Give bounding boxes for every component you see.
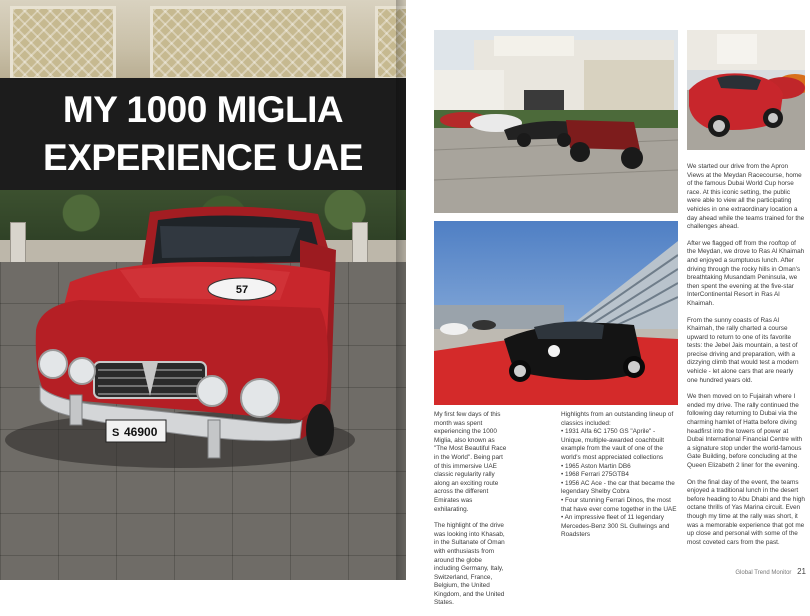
license-plate-prefix: S — [112, 427, 120, 439]
page-footer — [735, 567, 806, 576]
paragraph: Highlights from an outstanding lineup of classics included: — [561, 411, 674, 427]
list-item: • 1931 Alfa 6C 1750 GS "Aprile" - Unique, multiple-awarded coachbuilt example from the vault of one of the world's most appreciated collections — [561, 428, 665, 461]
license-plate-number: 46900 — [124, 425, 158, 439]
list-item: • 1968 Ferrari 275GTB4 — [561, 471, 629, 479]
list-item: • 1956 AC Ace - the car that became the legendary Shelby Cobra — [561, 479, 675, 496]
paragraph: We then moved on to Fujairah where I ended my drive. The rally continued the following day returning to Dubai via the charming hamlet of Hatta before diving headfirst into the towers of power at Dubai International Financial Centre with a signature stop under the world-famous Gate Building, before concluding at the Queen Elizabeth 2 liner for the evening. — [687, 393, 803, 469]
right-page — [406, 0, 810, 607]
article-title-line2: EXPERIENCE UAE — [43, 137, 363, 178]
magazine-name: Global Trend Monitor — [735, 570, 792, 576]
text-column-2 — [561, 411, 678, 540]
paragraph: We started our drive from the Apron Views at the Meydan Racecourse, home of the famous Dubai World Cup horse race. At this iconic setting, the public were able to view all the participating vehicles in one extraordinary location a day ahead while the teams trained for the challenges ahead. — [687, 163, 805, 231]
page-number: 21 — [797, 567, 806, 576]
headlight — [39, 350, 67, 378]
headlight — [197, 376, 227, 406]
paragraph: My first few days of this month was spent experiencing the 1000 Miglia, also known as "The Most Beautiful Race in the World". Being part of this immersive UAE classic regularity rally along an exciting route across the different Emirates was exhilarating. — [434, 411, 507, 513]
paragraph: After we flagged off from the rooftop of the Meydan, we drove to Ras Al Khaimah and enjoyed a sumptuous lunch. After driving through the rocky hills in Oman's breathtaking Musandam Peninsula, we then spent the evening at the five-star InterContinental Resort in Ras Al Khaimah. — [687, 239, 805, 307]
photo-red-ferraris — [687, 30, 805, 150]
photo-cars-at-building — [434, 30, 678, 213]
paragraph: From the sunny coasts of Ras Al Khaimah, the rally charted a course upward to return to one of its favorite tests: the Jebel Jais mountain, a test of precise driving and preparation, with a dizzying climb that would test a modern vehicle - let alone cars that are nearly one hundred years old. — [687, 316, 799, 384]
race-number: 57 — [235, 284, 249, 296]
article-title-line1: MY 1000 MIGLIA — [62, 89, 344, 130]
gutter-shadow — [396, 0, 406, 580]
headlight — [69, 358, 95, 384]
text-column-3 — [687, 163, 805, 555]
list-item: • Four stunning Ferrari Dinos, the most that have ever come together in the UAE — [561, 496, 677, 513]
headlight — [241, 379, 279, 417]
left-page — [0, 0, 406, 580]
list-item: • An impressive fleet of 11 legendary Mercedes-Benz 300 SL Gullwings and Roadsters — [561, 514, 670, 539]
paragraph: On the final day of the event, the teams enjoyed a traditional lunch in the desert before heading to Abu Dhabi and the high octane thrills of Yas Marina circuit. Even though my time at the rally was short, it was a memorable experience that got me up close and personal with some of the most coveted cars from the past. — [687, 478, 805, 546]
red-alfa-romeo-photo — [0, 0, 406, 580]
text-column-1 — [434, 411, 508, 616]
paragraph: The highlight of the drive was looking into Khasab, in the Sultanate of Oman with enthusiasts from around the globe including Germany, Italy, Switzerland, France, Belgium, the United Kingdom, and the United States. — [434, 522, 505, 607]
list-item: • 1965 Aston Martin DB6 — [561, 462, 631, 470]
photo-meydan-grandstand — [434, 221, 678, 405]
